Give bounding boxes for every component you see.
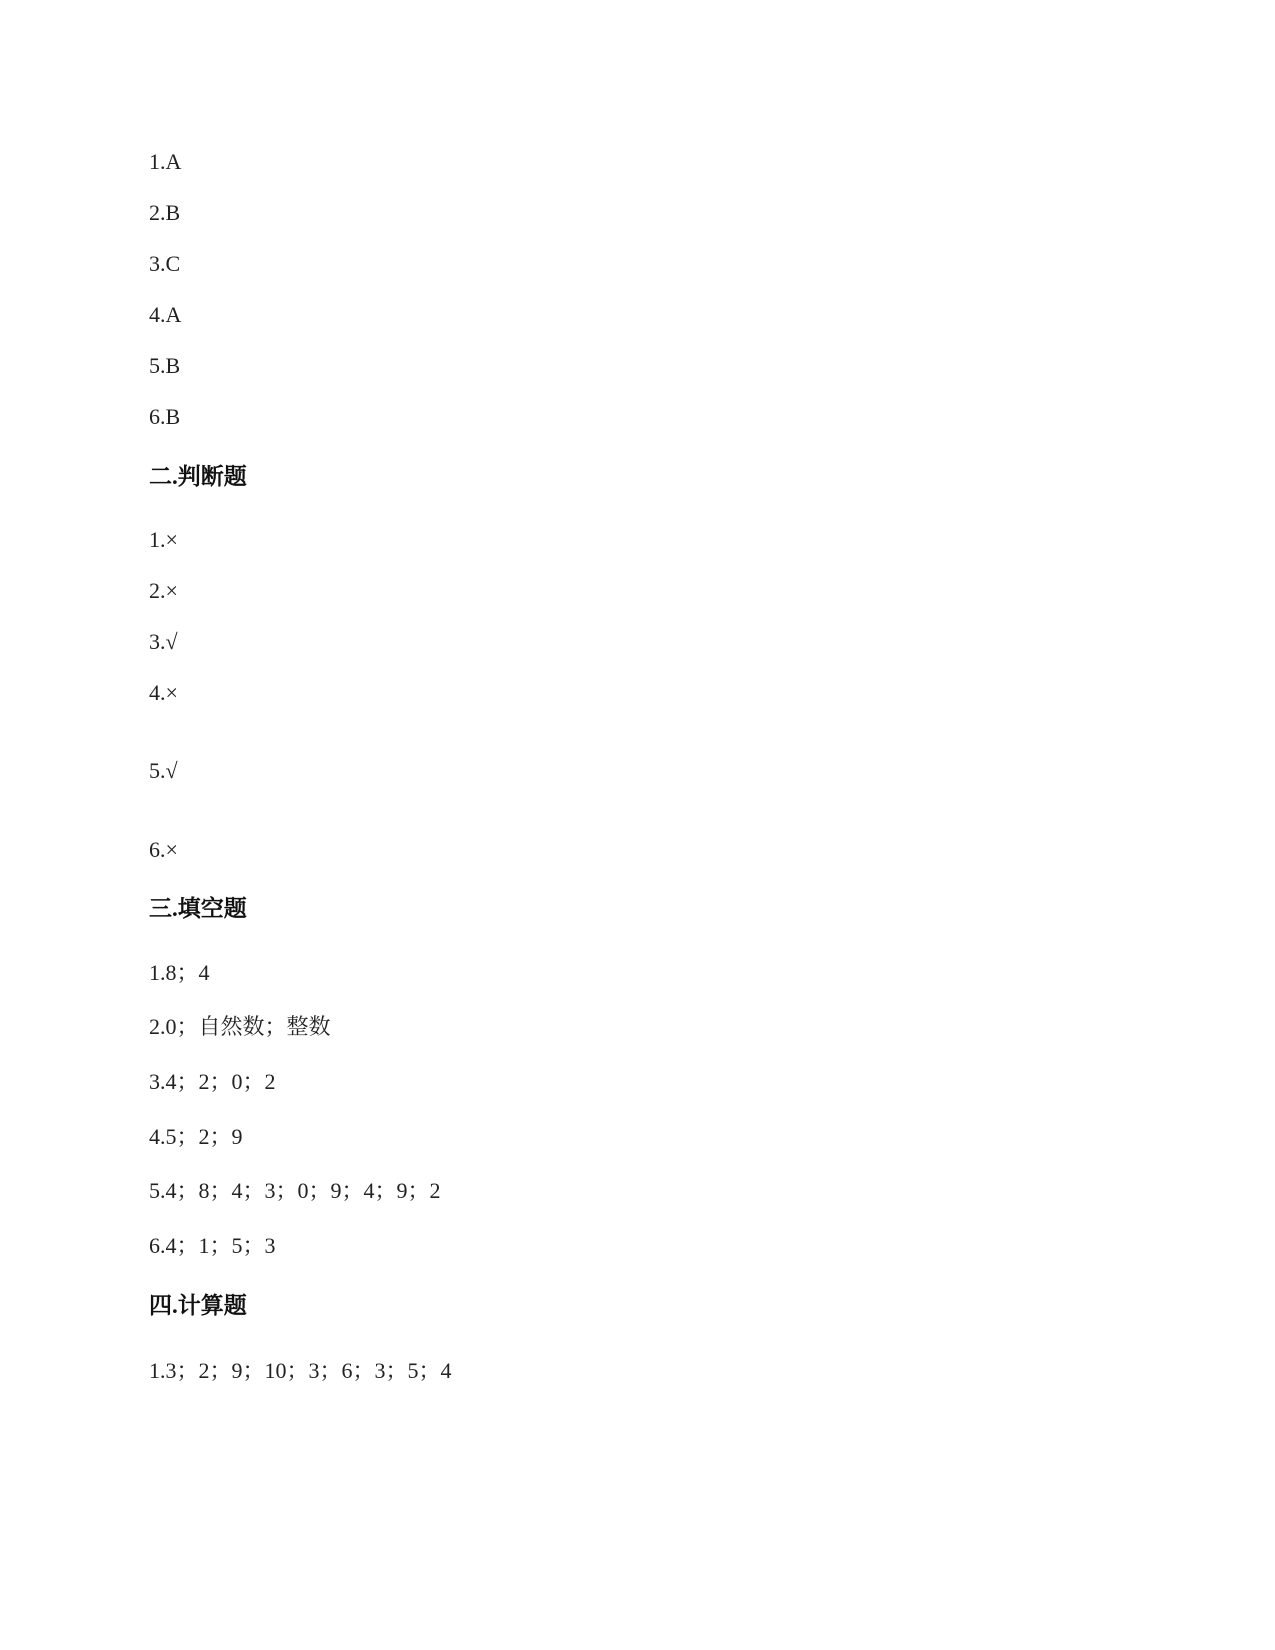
- answer-line: 5.4；8；4；3；0；9；4；9；2: [149, 1178, 441, 1203]
- answer-line: 3.4；2；0；2: [149, 1069, 276, 1094]
- answer-line: 1.8；4: [149, 960, 210, 985]
- answer-line: 5.√: [149, 758, 178, 783]
- answer-line: 4.×: [149, 680, 178, 705]
- answer-line: 6.×: [149, 837, 178, 862]
- section-heading: 三.填空题: [149, 896, 247, 921]
- answer-line: 1.×: [149, 527, 178, 552]
- answer-line: 1.A: [149, 149, 182, 174]
- section-heading: 二.判断题: [149, 464, 247, 489]
- answer-line: 3.√: [149, 629, 178, 654]
- answer-line: 3.C: [149, 251, 181, 276]
- answer-line: 5.B: [149, 353, 181, 378]
- answer-line: 1.3；2；9；10；3；6；3；5；4: [149, 1358, 452, 1383]
- answer-line: 2.B: [149, 200, 181, 225]
- answer-line: 4.A: [149, 302, 182, 327]
- answer-line: 2.×: [149, 578, 178, 603]
- answer-line: 6.4；1；5；3: [149, 1233, 276, 1258]
- section-heading: 四.计算题: [149, 1293, 247, 1318]
- answer-line: 2.0；自然数；整数: [149, 1014, 331, 1039]
- answer-line: 6.B: [149, 404, 181, 429]
- answer-line: 4.5；2；9: [149, 1124, 243, 1149]
